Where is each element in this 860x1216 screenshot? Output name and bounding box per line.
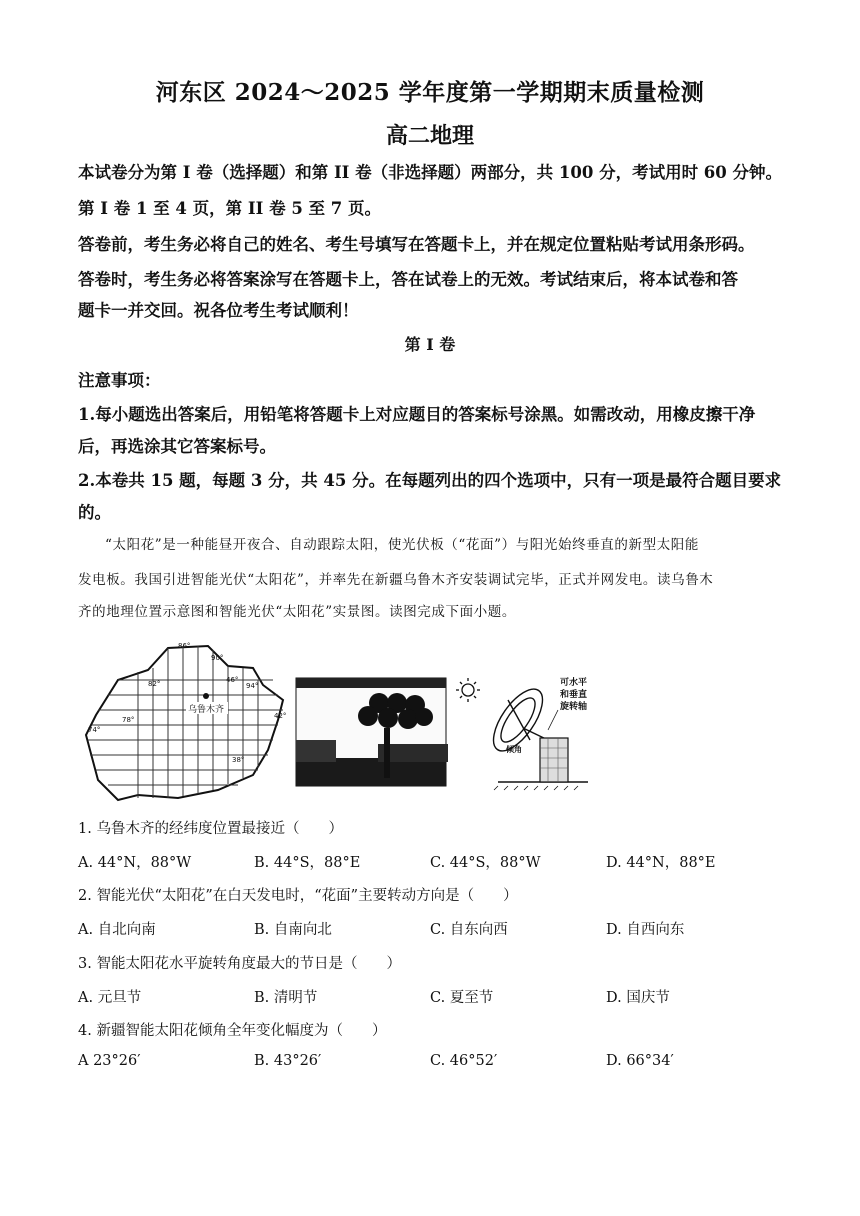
map-city-label: 乌鲁木齐 [188,705,225,715]
map-tick-label: 42° [274,712,287,720]
option-d[interactable]: D. 44°N，88°E [606,855,716,871]
diagram-label: 倾角 [506,745,522,754]
map-tick-label: 78° [122,716,135,724]
note-line: 后，再选涂其它答案标号。 [78,437,276,456]
map-tick-label: 90° [211,654,224,662]
option-c[interactable]: C. 44°S，88°W [430,855,541,871]
option-a[interactable]: A. 44°N，88°W [78,855,192,871]
option-c[interactable]: C. 46°52′ [430,1053,498,1069]
option-d[interactable]: D. 自西向东 [606,922,685,938]
map-tick-label: 38° [232,756,245,764]
option-a[interactable]: A 23°26′ [78,1053,141,1069]
question-stem: 1. 乌鲁木齐的经纬度位置最接近（ ） [78,821,343,837]
section-label: 第 I 卷 [404,335,456,354]
option-a[interactable]: A. 自北向南 [78,922,156,938]
diagram-label: 可水平 [560,678,588,688]
option-b[interactable]: B. 44°S，88°E [254,855,361,871]
option-c[interactable]: C. 自东向西 [430,922,508,938]
map-tick-label: 82° [148,680,161,688]
tracker-diagram [484,676,588,790]
intro-line: 第 I 卷 1 至 4 页，第 II 卷 5 至 7 页。 [78,199,382,218]
option-c[interactable]: C. 夏至节 [430,990,494,1006]
map-tick-label: 46° [226,676,239,684]
map-tick-label: 94° [246,682,259,690]
option-b[interactable]: B. 自南向北 [254,922,332,938]
sunflower-photo [296,678,480,786]
sun-icon [456,678,480,702]
option-a[interactable]: A. 元旦节 [78,990,142,1006]
intro-line: 答卷时，考生务必将答案涂写在答题卡上，答在试卷上的无效。考试结束后，将本试卷和答 [78,270,738,289]
option-b[interactable]: B. 清明节 [254,990,318,1006]
option-d[interactable]: D. 66°34′ [606,1053,674,1069]
option-b[interactable]: B. 43°26′ [254,1053,322,1069]
map-tick-label: 86° [178,642,191,650]
passage-line: 齐的地理位置示意图和智能光伏“太阳花”实景图。读图完成下面小题。 [78,604,517,620]
diagram-label: 和垂直 [560,690,588,700]
question-stem: 3. 智能太阳花水平旋转角度最大的节日是（ ） [78,956,401,972]
figures-svg [78,640,798,805]
intro-line: 本试卷分为第 I 卷（选择题）和第 II 卷（非选择题）两部分，共 100 分，考试用时 60 分钟。 [78,163,783,182]
note-line: 1.每小题选出答案后，用铅笔将答题卡上对应题目的答案标号涂黑。如需改动，用橡皮擦干净 [78,405,756,424]
passage-line: “太阳花”是一种能昼开夜合、自动跟踪太阳，使光伏板（“花面”）与阳光始终垂直的新型太阳能 [105,537,700,553]
notes-heading: 注意事项： [78,371,161,390]
intro-line: 答卷前，考生务必将自己的姓名、考生号填写在答题卡上，并在规定位置粘贴考试用条形码。 [78,235,755,254]
note-line: 2.本卷共 15 题，每题 3 分，共 45 分。在每题列出的四个选项中，只有一项是最符合题目要求 [78,471,782,490]
note-line: 的。 [78,503,111,522]
figure-row [78,640,798,805]
passage-line: 发电板。我国引进智能光伏“太阳花”，并率先在新疆乌鲁木齐安装调试完毕，正式并网发电。读乌鲁木 [78,572,714,588]
xinjiang-map [86,642,286,800]
option-d[interactable]: D. 国庆节 [606,990,670,1006]
map-tick-label: 74° [88,726,101,734]
diagram-label: 旋转轴 [560,702,588,712]
intro-line: 题卡一并交回。祝各位考生考试顺利！ [78,301,359,320]
question-stem: 4. 新疆智能太阳花倾角全年变化幅度为（ ） [78,1023,387,1039]
subject-title: 高二地理 [385,123,474,149]
exam-title: 河东区 2024～2025 学年度第一学期期末质量检测 [155,79,705,106]
question-stem: 2. 智能光伏“太阳花”在白天发电时，“花面”主要转动方向是（ ） [78,888,518,904]
